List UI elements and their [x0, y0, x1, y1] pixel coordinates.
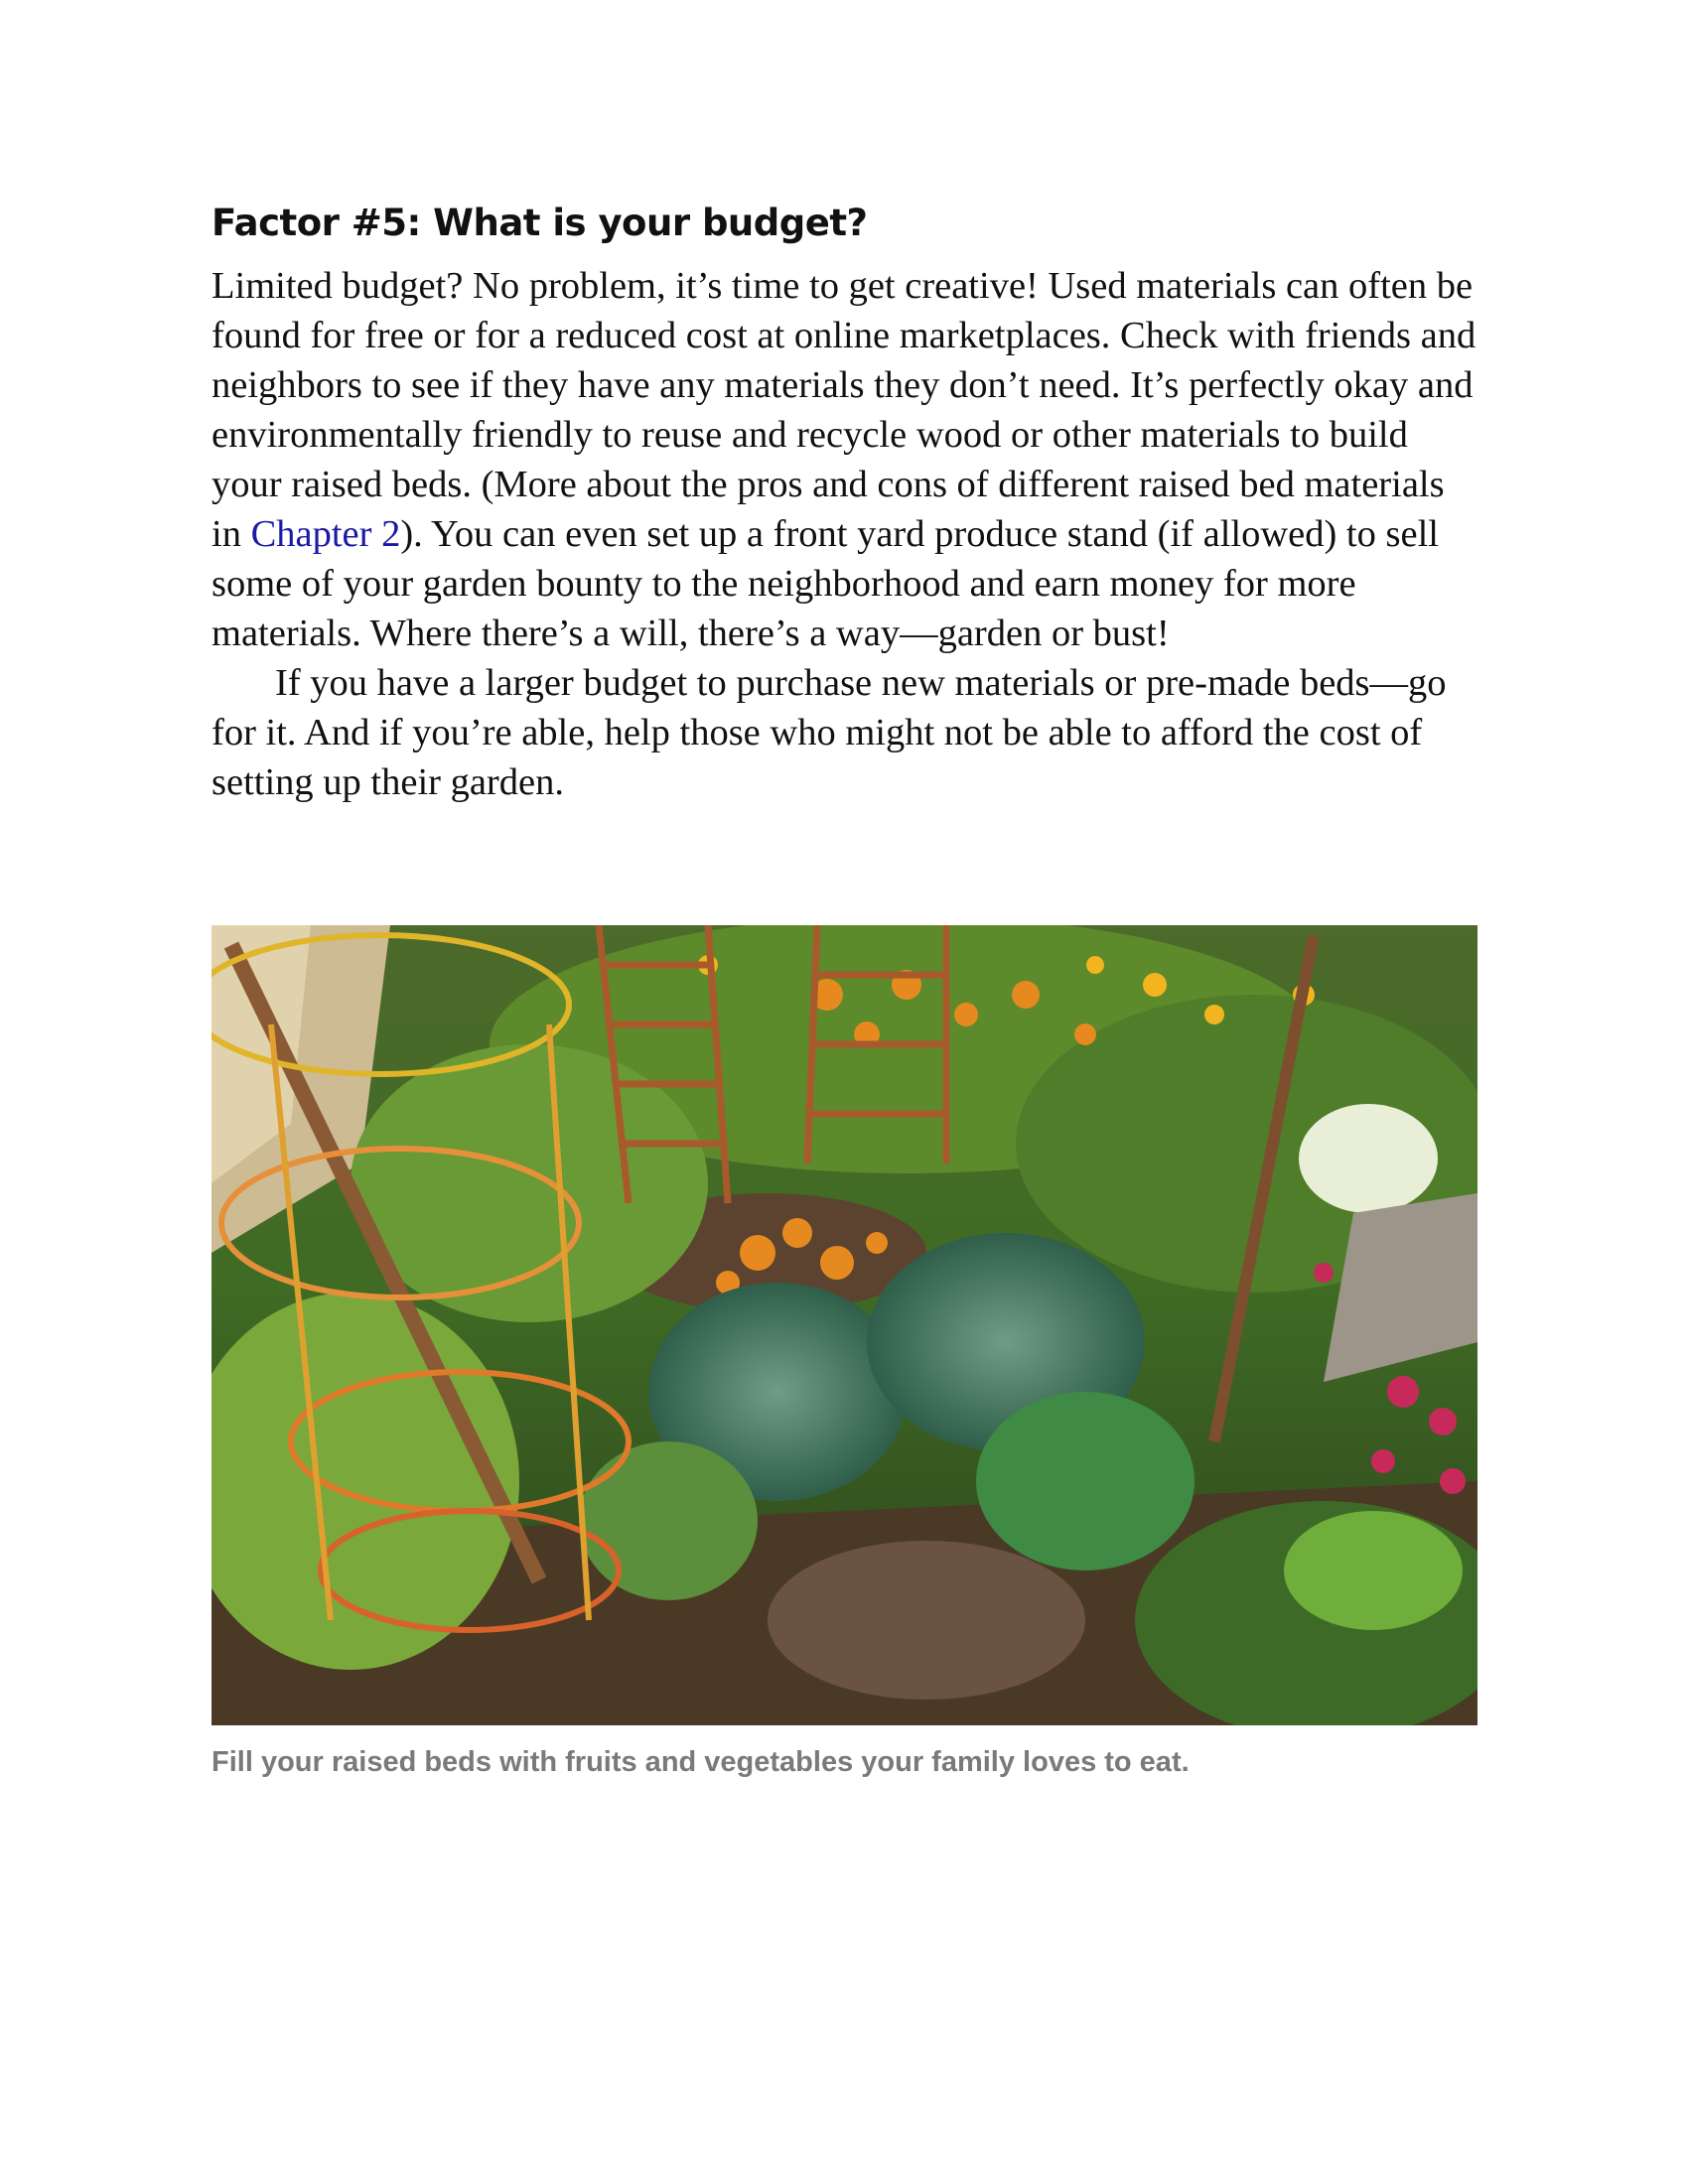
page-content: [211, 194, 1477, 807]
paragraph-1-text-b: ). You can even set up a front yard produce stand (if allowed) to sell some of your garden bounty to the neighborhood and earn money for more materials. Where there’s a will, there’s a way—garden or bust!: [211, 513, 1439, 654]
paragraph-1-text-a: Limited budget? No problem, it’s time to get creative! Used materials can often be found for free or for a reduced cost at online marketplaces. Check with friends and neighbors to see if they have any materials they don’t need. It’s perfectly okay and environmentally friendly to reuse and recycle wood or other materials to build your raised beds. (More about the pros and cons of different raised bed materials in: [211, 265, 1477, 555]
paragraph-1: [211, 261, 1477, 658]
chapter-2-link[interactable]: Chapter 2: [250, 513, 401, 555]
figure-caption: Fill your raised beds with fruits and vegetables your family loves to eat.: [211, 1746, 1190, 1778]
garden-photo: [211, 925, 1477, 1725]
section-heading: Factor #5: What is your budget?: [211, 202, 868, 244]
paragraph-2: If you have a larger budget to purchase new materials or pre-made beds—go for it. And if you’re able, help those who might not be able to afford the cost of setting up their garden.: [211, 662, 1447, 803]
